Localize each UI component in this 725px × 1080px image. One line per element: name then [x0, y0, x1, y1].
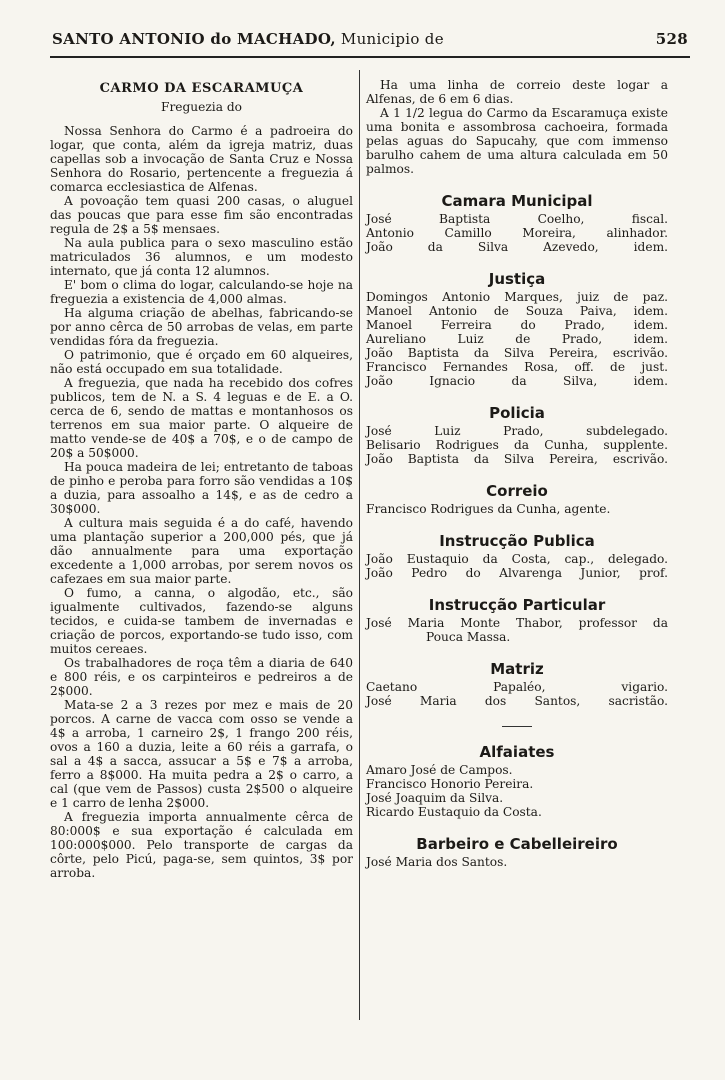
directory-entry: Aureliano Luiz de Prado, idem.	[366, 332, 668, 346]
section-heading: Instrucção Publica	[439, 532, 595, 550]
section-heading: Barbeiro e Cabelleireiro	[416, 835, 618, 853]
paragraph: Na aula publica para o sexo masculino estão matriculados 36 alumnos, e um modesto internato, que já conta 12 alumnos.	[50, 236, 353, 278]
paragraph: O patrimonio, que é orçado em 60 alqueires, não está occupado em sua totalidade.	[50, 348, 353, 376]
locality-subtitle: Freguezia do	[161, 100, 242, 114]
left-paragraphs	[50, 124, 353, 880]
running-header	[52, 30, 702, 56]
directory-entry: Amaro José de Campos.	[366, 763, 513, 777]
page-number: 528	[655, 30, 688, 48]
directory-entry: Belisario Rodrigues da Cunha, supplente.	[366, 438, 668, 452]
header-rule	[50, 56, 690, 58]
paragraph: Os trabalhadores de roça têm a diaria de 640 e 800 réis, e os carpinteiros e pedreiros a de 2$000.	[50, 656, 353, 698]
directory-entry: João Eustaquio da Costa, cap., delegado.	[366, 552, 668, 566]
paragraph: Mata-se 2 a 3 rezes por mez e mais de 20 porcos. A carne de vacca com osso se vende a 4$ a arroba, 1 carneiro 2$, 1 frango 200 réis, ovos a 160 a duzia, leite a 60 réis a garrafa, o sal a 4$ a sacca, assucar a 5$ e 7$ a arroba, ferro a 8$000. Ha muita pedra a 2$ o carro, a cal (que vem de Passos) custa 2$500 o alqueire e 1 carro de lenha 2$000.	[50, 698, 353, 810]
directory-entry: Francisco Fernandes Rosa, off. de just.	[366, 360, 668, 374]
directory-entry: José Luiz Prado, subdelegado.	[366, 424, 668, 438]
paragraph: A cultura mais seguida é a do café, havendo uma plantação superior a 200,000 pés, que já dão annualmente para uma exportação excedente a 1,000 arrobas, por serem novos os cafezaes em sua maior parte.	[50, 516, 353, 586]
directory-entry: José Joaquim da Silva.	[366, 791, 504, 805]
section-heading: Justiça	[488, 270, 546, 288]
section-heading: Policia	[489, 404, 545, 422]
directory-entry: João Pedro do Alvarenga Junior, prof.	[366, 566, 668, 580]
directory-entry: José Maria dos Santos.	[366, 855, 508, 869]
directory-entry: Antonio Camillo Moreira, alinhador.	[366, 226, 668, 240]
directory-entry: Caetano Papaléo, vigario.	[366, 680, 668, 694]
section-heading: Camara Municipal	[441, 192, 593, 210]
paragraph: A povoação tem quasi 200 casas, o aluguel das poucas que para esse fim são encontradas regula de 2$ a 5$ mensaes.	[50, 194, 353, 236]
section-heading: Alfaiates	[479, 743, 555, 761]
section-separator	[502, 726, 532, 727]
right-sections	[366, 194, 668, 869]
section-heading: Correio	[486, 482, 548, 500]
directory-entry: José Maria Monte Thabor, professor da	[366, 616, 668, 630]
left-column	[50, 80, 353, 880]
intro-paragraph: A 1 1/2 legua do Carmo da Escaramuça existe uma bonita e assombrosa cachoeira, formada pelas aguas do Sapucahy, que com immenso barulho cahem de uma altura calculada em 50 palmos.	[366, 106, 668, 176]
paragraph: O fumo, a canna, o algodão, etc., são igualmente cultivados, fazendo-se alguns tecidos, e cuida-se tambem de invernadas e criação de porcos, exportando-se tudo isso, com muitos cereaes.	[50, 586, 353, 656]
right-column	[366, 78, 668, 869]
paragraph: E' bom o clima do logar, calculando-se hoje na freguezia a existencia de 4,000 almas.	[50, 278, 353, 306]
paragraph: A freguezia, que nada ha recebido dos cofres publicos, tem de N. a S. 4 leguas e de E. a O. cerca de 6, sendo de mattas e montanhosos os terrenos em sua maior parte. O alqueire de matto vende-se de 40$ a 70$, e o de campo de 20$ a 50$000.	[50, 376, 353, 460]
intro-paragraph: Ha uma linha de correio deste logar a Alfenas, de 6 em 6 dias.	[366, 78, 668, 106]
directory-entry: José Maria dos Santos, sacristão.	[366, 694, 668, 708]
header-subtitle: Municipio de	[335, 30, 444, 48]
directory-entry: João Baptista da Silva Pereira, escrivão.	[366, 452, 668, 466]
directory-entry: Francisco Honorio Pereira.	[366, 777, 534, 791]
directory-entry: Francisco Rodrigues da Cunha, agente.	[366, 502, 611, 516]
section-heading: Matriz	[490, 660, 544, 678]
directory-entry: João Baptista da Silva Pereira, escrivão.	[366, 346, 668, 360]
directory-entry: Manoel Ferreira do Prado, idem.	[366, 318, 668, 332]
paragraph: Ha pouca madeira de lei; entretanto de taboas de pinho e peroba para forro são vendidas a 10$ a duzia, para assoalho a 14$, e as de cedro a 30$000.	[50, 460, 353, 516]
paragraph: Nossa Senhora do Carmo é a padroeira do logar, que conta, além da igreja matriz, duas capellas sob a invocação de Santa Cruz e Nossa Senhora do Rosario, pertencente a freguezia á comarca ecclesiastica de Alfenas.	[50, 124, 353, 194]
locality-title: CARMO DA ESCARAMUÇA	[99, 81, 304, 96]
directory-entry: João da Silva Azevedo, idem.	[366, 240, 668, 254]
section-heading: Instrucção Particular	[428, 596, 606, 614]
paragraph: Ha alguma criação de abelhas, fabricando-se por anno cêrca de 50 arrobas de velas, em parte vendidas fóra da freguezia.	[50, 306, 353, 348]
directory-entry: Pouca Massa.	[426, 630, 511, 644]
column-divider	[359, 70, 360, 1020]
paragraph: A freguezia importa annualmente cêrca de 80:000$ e sua exportação é calculada em 100:000$000. Pelo transporte de cargas da côrte, pelo Picú, paga-se, sem quintos, 3$ por arroba.	[50, 810, 353, 880]
right-intro	[366, 78, 668, 176]
directory-entry: João Ignacio da Silva, idem.	[366, 374, 668, 388]
directory-entry: José Baptista Coelho, fiscal.	[366, 212, 668, 226]
header-title: SANTO ANTONIO do MACHADO,	[52, 30, 336, 48]
directory-entry: Ricardo Eustaquio da Costa.	[366, 805, 542, 819]
directory-entry: Domingos Antonio Marques, juiz de paz.	[366, 290, 668, 304]
directory-entry: Manoel Antonio de Souza Paiva, idem.	[366, 304, 668, 318]
